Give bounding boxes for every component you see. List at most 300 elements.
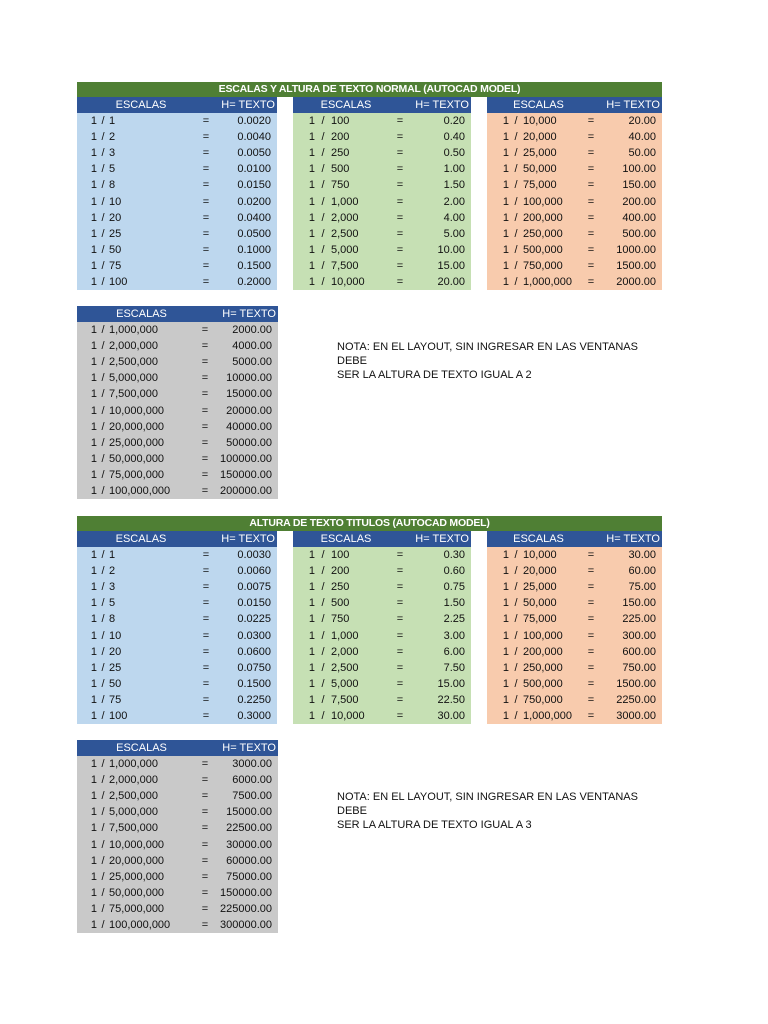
table-header <box>77 97 277 113</box>
scale-slash: / <box>321 227 325 240</box>
text-height-value: 300000.00 <box>220 918 272 931</box>
scale-numerator: 1 <box>90 581 97 594</box>
scale-slash: / <box>101 581 105 594</box>
equals-sign: = <box>396 581 404 594</box>
table-row <box>487 547 662 563</box>
scale-slash: / <box>321 629 325 642</box>
scale-slash: / <box>101 709 105 722</box>
scale-slash: / <box>101 420 105 433</box>
text-height-value: 10000.00 <box>226 372 272 385</box>
table-row <box>77 113 277 129</box>
scale-numerator: 1 <box>90 179 97 192</box>
scale-numerator: 1 <box>502 693 509 706</box>
scale-denominator: 1,000,000 <box>523 709 572 722</box>
text-height-value: 40.00 <box>628 131 656 144</box>
table-header <box>293 531 471 547</box>
table-row <box>293 161 471 177</box>
table-row <box>487 129 662 145</box>
text-height-value: 40000.00 <box>226 420 272 433</box>
text-height-value: 7500.00 <box>232 790 272 803</box>
table-row <box>487 579 662 595</box>
scale-denominator: 75 <box>109 259 122 272</box>
text-height-value: 150000.00 <box>220 886 272 899</box>
table-row <box>293 563 471 579</box>
equals-sign: = <box>201 886 209 899</box>
table-header <box>77 306 278 322</box>
text-height-value: 15000.00 <box>226 388 272 401</box>
equals-sign: = <box>396 131 404 144</box>
text-height-value: 50.00 <box>628 147 656 160</box>
text-height-value: 0.3000 <box>237 709 271 722</box>
scale-numerator: 1 <box>90 484 97 497</box>
scale-numerator: 1 <box>90 902 97 915</box>
text-height-value: 0.20 <box>443 115 465 128</box>
scale-slash: / <box>321 179 325 192</box>
scale-denominator: 200 <box>331 131 350 144</box>
text-height-value: 0.60 <box>443 565 465 578</box>
table-row <box>77 370 278 386</box>
equals-sign: = <box>202 131 210 144</box>
scale-denominator: 20,000 <box>523 131 557 144</box>
scale-slash: / <box>321 549 325 562</box>
scale-denominator: 2,000,000 <box>109 340 158 353</box>
scale-numerator: 1 <box>90 163 97 176</box>
scale-denominator: 20,000,000 <box>109 420 165 433</box>
text-height-value: 150000.00 <box>220 468 272 481</box>
scale-numerator: 1 <box>502 709 509 722</box>
scale-denominator: 50 <box>109 243 122 256</box>
scale-slash: / <box>101 372 105 385</box>
scale-denominator: 5 <box>109 163 116 176</box>
text-height-value: 22500.00 <box>226 822 272 835</box>
table-row <box>77 836 278 852</box>
table-row <box>487 258 662 274</box>
text-height-value: 4.00 <box>443 211 465 224</box>
table-body <box>487 547 662 724</box>
scale-slash: / <box>321 677 325 690</box>
text-height-value: 100.00 <box>622 163 656 176</box>
table-row <box>77 676 277 692</box>
text-height-value: 0.0060 <box>237 565 271 578</box>
table-green <box>293 97 471 290</box>
table-row <box>293 258 471 274</box>
scale-denominator: 50,000,000 <box>109 452 165 465</box>
equals-sign: = <box>201 902 209 915</box>
text-height-value: 2.00 <box>443 195 465 208</box>
scale-slash: / <box>514 645 518 658</box>
text-height-value: 400.00 <box>622 211 656 224</box>
scale-denominator: 250,000 <box>523 661 563 674</box>
scale-slash: / <box>101 854 105 867</box>
scale-numerator: 1 <box>90 324 97 337</box>
scale-slash: / <box>101 115 105 128</box>
scale-denominator: 10,000,000 <box>109 404 165 417</box>
scale-denominator: 10,000 <box>523 549 557 562</box>
table-row <box>293 193 471 209</box>
table-row <box>77 627 277 643</box>
header-escalas: ESCALAS <box>320 99 372 111</box>
scale-slash: / <box>321 709 325 722</box>
scale-slash: / <box>321 163 325 176</box>
scale-numerator: 1 <box>502 243 509 256</box>
table-header <box>487 531 662 547</box>
scale-denominator: 50,000,000 <box>109 886 165 899</box>
scale-slash: / <box>514 243 518 256</box>
header-texto: H= TEXTO <box>222 308 276 320</box>
scale-slash: / <box>514 131 518 144</box>
equals-sign: = <box>587 131 595 144</box>
equals-sign: = <box>201 484 209 497</box>
table-row <box>77 177 277 193</box>
scale-denominator: 20,000,000 <box>109 854 165 867</box>
text-height-value: 200000.00 <box>220 484 272 497</box>
scale-numerator: 1 <box>308 147 315 160</box>
scale-denominator: 100 <box>109 709 128 722</box>
scale-slash: / <box>514 565 518 578</box>
text-height-value: 0.0750 <box>237 661 271 674</box>
scale-denominator: 1,000,000 <box>523 275 572 288</box>
scale-denominator: 3 <box>109 581 116 594</box>
table-row <box>293 579 471 595</box>
table-row <box>77 161 277 177</box>
scale-denominator: 10 <box>109 629 122 642</box>
table-row <box>487 644 662 660</box>
equals-sign: = <box>202 581 210 594</box>
equals-sign: = <box>201 356 209 369</box>
scale-slash: / <box>101 661 105 674</box>
header-texto: H= TEXTO <box>606 99 660 111</box>
scale-numerator: 1 <box>502 227 509 240</box>
scale-denominator: 100,000 <box>523 629 563 642</box>
text-height-value: 20.00 <box>437 275 465 288</box>
text-height-value: 3000.00 <box>232 758 272 771</box>
scale-denominator: 500 <box>331 597 350 610</box>
equals-sign: = <box>202 147 210 160</box>
table-row <box>487 113 662 129</box>
text-height-value: 50000.00 <box>226 436 272 449</box>
table-row <box>77 788 278 804</box>
equals-sign: = <box>202 115 210 128</box>
scale-numerator: 1 <box>502 645 509 658</box>
equals-sign: = <box>201 822 209 835</box>
scale-slash: / <box>514 195 518 208</box>
scale-slash: / <box>101 163 105 176</box>
scale-slash: / <box>101 677 105 690</box>
equals-sign: = <box>587 179 595 192</box>
table-row <box>77 611 277 627</box>
text-height-value: 0.0150 <box>237 597 271 610</box>
scale-slash: / <box>101 131 105 144</box>
equals-sign: = <box>587 163 595 176</box>
text-height-value: 0.0200 <box>237 195 271 208</box>
equals-sign: = <box>201 388 209 401</box>
scale-numerator: 1 <box>308 661 315 674</box>
text-height-value: 225000.00 <box>220 902 272 915</box>
table-row <box>77 435 278 451</box>
table-row <box>487 226 662 242</box>
equals-sign: = <box>396 693 404 706</box>
scale-numerator: 1 <box>90 243 97 256</box>
scale-slash: / <box>321 147 325 160</box>
equals-sign: = <box>396 115 404 128</box>
scale-denominator: 8 <box>109 179 116 192</box>
equals-sign: = <box>201 324 209 337</box>
text-height-value: 0.0150 <box>237 179 271 192</box>
equals-sign: = <box>201 468 209 481</box>
scale-slash: / <box>321 195 325 208</box>
scale-denominator: 2,500 <box>331 227 359 240</box>
table-row <box>487 161 662 177</box>
scale-numerator: 1 <box>308 549 315 562</box>
scale-slash: / <box>101 565 105 578</box>
scale-numerator: 1 <box>90 597 97 610</box>
table-row <box>77 917 278 933</box>
scale-numerator: 1 <box>502 147 509 160</box>
scale-slash: / <box>101 806 105 819</box>
table-row <box>77 129 277 145</box>
scale-numerator: 1 <box>90 677 97 690</box>
scale-denominator: 2,500,000 <box>109 790 158 803</box>
table-row <box>77 242 277 258</box>
table-row <box>487 627 662 643</box>
equals-sign: = <box>396 179 404 192</box>
equals-sign: = <box>202 243 210 256</box>
scale-numerator: 1 <box>502 163 509 176</box>
scale-denominator: 75 <box>109 693 122 706</box>
table-row <box>77 419 278 435</box>
scale-denominator: 1 <box>109 549 116 562</box>
text-height-value: 30000.00 <box>226 838 272 851</box>
scale-numerator: 1 <box>90 404 97 417</box>
scale-denominator: 25,000,000 <box>109 436 165 449</box>
scale-numerator: 1 <box>308 179 315 192</box>
table-row <box>293 113 471 129</box>
table-row <box>77 354 278 370</box>
table-row <box>293 692 471 708</box>
scale-numerator: 1 <box>308 131 315 144</box>
scale-denominator: 2,000 <box>331 645 359 658</box>
table-row <box>293 627 471 643</box>
scale-numerator: 1 <box>90 709 97 722</box>
table-row <box>77 193 277 209</box>
equals-sign: = <box>201 918 209 931</box>
text-height-value: 300.00 <box>622 629 656 642</box>
scale-denominator: 10,000 <box>331 275 365 288</box>
equals-sign: = <box>396 227 404 240</box>
scale-numerator: 1 <box>502 549 509 562</box>
table-green <box>293 531 471 724</box>
scale-denominator: 200,000 <box>523 645 563 658</box>
scale-denominator: 3 <box>109 147 116 160</box>
scale-slash: / <box>514 629 518 642</box>
scale-slash: / <box>514 709 518 722</box>
table-row <box>487 611 662 627</box>
table-row <box>77 644 277 660</box>
scale-slash: / <box>514 179 518 192</box>
scale-denominator: 750 <box>331 179 350 192</box>
scale-numerator: 1 <box>90 918 97 931</box>
scale-numerator: 1 <box>502 677 509 690</box>
table-row <box>77 901 278 917</box>
table-row <box>77 820 278 836</box>
scale-numerator: 1 <box>90 758 97 771</box>
equals-sign: = <box>202 661 210 674</box>
scale-slash: / <box>101 822 105 835</box>
equals-sign: = <box>201 806 209 819</box>
equals-sign: = <box>396 195 404 208</box>
scale-denominator: 10 <box>109 195 122 208</box>
scale-denominator: 2,500 <box>331 661 359 674</box>
scale-denominator: 75,000 <box>523 613 557 626</box>
text-height-value: 2000.00 <box>232 324 272 337</box>
scale-numerator: 1 <box>90 356 97 369</box>
scale-numerator: 1 <box>502 259 509 272</box>
scale-numerator: 1 <box>308 629 315 642</box>
equals-sign: = <box>201 340 209 353</box>
scale-denominator: 20 <box>109 645 122 658</box>
scale-numerator: 1 <box>308 645 315 658</box>
scale-numerator: 1 <box>90 420 97 433</box>
text-height-value: 150.00 <box>622 179 656 192</box>
equals-sign: = <box>587 147 595 160</box>
text-height-value: 2000.00 <box>616 275 656 288</box>
scale-numerator: 1 <box>308 243 315 256</box>
header-texto: H= TEXTO <box>222 742 276 754</box>
scale-denominator: 100,000,000 <box>109 484 171 497</box>
table-body <box>77 113 277 290</box>
scale-slash: / <box>321 693 325 706</box>
scale-slash: / <box>101 902 105 915</box>
scale-slash: / <box>101 468 105 481</box>
table-row <box>77 145 277 161</box>
scale-slash: / <box>101 179 105 192</box>
table-row <box>77 226 277 242</box>
scale-slash: / <box>101 774 105 787</box>
scale-slash: / <box>514 147 518 160</box>
equals-sign: = <box>396 613 404 626</box>
scale-denominator: 100 <box>331 115 350 128</box>
table-row <box>293 129 471 145</box>
text-height-value: 0.50 <box>443 147 465 160</box>
text-height-value: 3.00 <box>443 629 465 642</box>
scale-numerator: 1 <box>90 549 97 562</box>
text-height-value: 2.25 <box>443 613 465 626</box>
text-height-value: 10.00 <box>437 243 465 256</box>
table-header <box>77 531 277 547</box>
scale-slash: / <box>101 340 105 353</box>
equals-sign: = <box>587 709 595 722</box>
scale-denominator: 1,000,000 <box>109 324 158 337</box>
text-height-value: 1000.00 <box>616 243 656 256</box>
scale-numerator: 1 <box>90 275 97 288</box>
equals-sign: = <box>396 677 404 690</box>
table-row <box>487 193 662 209</box>
equals-sign: = <box>202 597 210 610</box>
scale-slash: / <box>514 259 518 272</box>
scale-numerator: 1 <box>90 886 97 899</box>
scale-numerator: 1 <box>90 854 97 867</box>
equals-sign: = <box>396 243 404 256</box>
table-row <box>293 242 471 258</box>
equals-sign: = <box>396 147 404 160</box>
equals-sign: = <box>396 275 404 288</box>
equals-sign: = <box>202 259 210 272</box>
scale-numerator: 1 <box>90 211 97 224</box>
table-row <box>487 242 662 258</box>
scale-slash: / <box>101 549 105 562</box>
table-row <box>77 210 277 226</box>
scale-denominator: 25,000 <box>523 581 557 594</box>
scale-denominator: 1,000,000 <box>109 758 158 771</box>
text-height-value: 20000.00 <box>226 404 272 417</box>
scale-numerator: 1 <box>502 195 509 208</box>
scale-numerator: 1 <box>308 597 315 610</box>
table-row <box>77 595 277 611</box>
table-row <box>77 772 278 788</box>
scale-numerator: 1 <box>90 645 97 658</box>
scale-denominator: 250 <box>331 581 350 594</box>
header-texto: H= TEXTO <box>221 99 275 111</box>
text-height-value: 6000.00 <box>232 774 272 787</box>
scale-denominator: 7,500 <box>331 693 359 706</box>
scale-numerator: 1 <box>308 211 315 224</box>
scale-denominator: 750,000 <box>523 259 563 272</box>
scale-denominator: 1 <box>109 115 116 128</box>
scale-numerator: 1 <box>90 613 97 626</box>
scale-slash: / <box>101 645 105 658</box>
text-height-value: 100000.00 <box>220 452 272 465</box>
section-title: ESCALAS Y ALTURA DE TEXTO NORMAL (AUTOCAD MODEL) <box>77 82 662 97</box>
equals-sign: = <box>396 211 404 224</box>
scale-slash: / <box>514 163 518 176</box>
scale-numerator: 1 <box>308 115 315 128</box>
text-height-value: 150.00 <box>622 597 656 610</box>
text-height-value: 0.2000 <box>237 275 271 288</box>
scale-numerator: 1 <box>308 693 315 706</box>
scale-slash: / <box>101 886 105 899</box>
table-row <box>77 547 277 563</box>
scale-numerator: 1 <box>308 677 315 690</box>
equals-sign: = <box>587 677 595 690</box>
scale-denominator: 2,000,000 <box>109 774 158 787</box>
scale-slash: / <box>101 211 105 224</box>
equals-sign: = <box>201 838 209 851</box>
text-height-value: 0.1000 <box>237 243 271 256</box>
text-height-value: 0.0225 <box>237 613 271 626</box>
scale-slash: / <box>514 211 518 224</box>
table-row <box>293 226 471 242</box>
scale-numerator: 1 <box>308 581 315 594</box>
scale-slash: / <box>101 693 105 706</box>
scale-slash: / <box>321 131 325 144</box>
equals-sign: = <box>587 629 595 642</box>
note-line-1: NOTA: EN EL LAYOUT, SIN INGRESAR EN LAS VENTANAS DEBE <box>337 791 638 817</box>
scale-denominator: 5,000 <box>331 677 359 690</box>
text-height-value: 600.00 <box>622 645 656 658</box>
scale-denominator: 250 <box>331 147 350 160</box>
scale-numerator: 1 <box>502 131 509 144</box>
table-row <box>487 708 662 724</box>
table-row <box>77 692 277 708</box>
equals-sign: = <box>396 597 404 610</box>
scale-slash: / <box>514 597 518 610</box>
text-height-value: 0.0500 <box>237 227 271 240</box>
note <box>337 790 657 832</box>
equals-sign: = <box>587 227 595 240</box>
scale-numerator: 1 <box>502 661 509 674</box>
equals-sign: = <box>587 275 595 288</box>
scale-slash: / <box>321 115 325 128</box>
